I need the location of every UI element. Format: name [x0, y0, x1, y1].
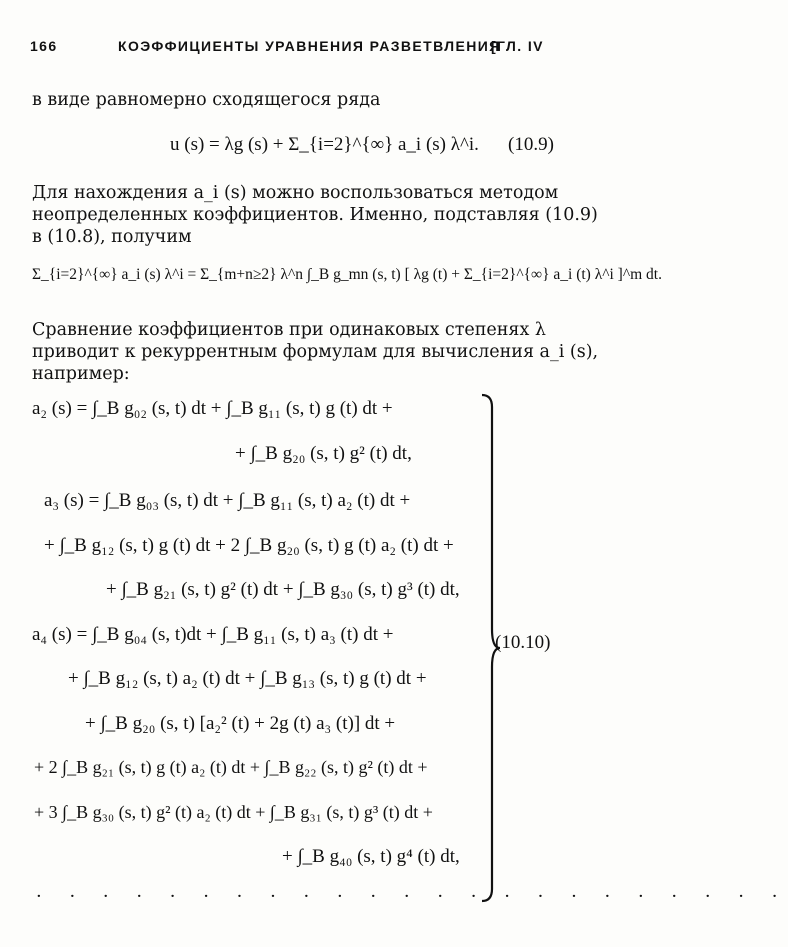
system-a3-line-2: + ∫_B g₁₂ (s, t) g (t) dt + 2 ∫_B g₂₀ (s, t) g (t) a₂ (t) dt + — [44, 535, 454, 556]
system-a4-line-4: + 2 ∫_B g₂₁ (s, t) g (t) a₂ (t) dt + ∫_B g₂₂ (s, t) g² (t) dt + — [34, 757, 428, 777]
system-a4-line-3: + ∫_B g₂₀ (s, t) [a₂² (t) + 2g (t) a₃ (t)] dt + — [85, 713, 396, 734]
system-a2-line-1: a₂ (s) = ∫_B g₀₂ (s, t) dt + ∫_B g₁₁ (s, t) g (t) dt + — [32, 398, 393, 419]
text-line-1: в виде равномерно сходящегося ряда — [32, 90, 381, 110]
paragraph-3-line-3: например: — [32, 364, 130, 384]
paragraph-3-line-1: Сравнение коэффициентов при одинаковых степенях λ — [32, 320, 546, 340]
system-a3-line-3: + ∫_B g₂₁ (s, t) g² (t) dt + ∫_B g₃₀ (s, t) g³ (t) dt, — [106, 579, 460, 600]
system-continuation-dots: · · · · · · · · · · · · · · · · · · · · · · · — [36, 886, 788, 907]
equation-10-9-label: (10.9) — [508, 134, 554, 155]
system-a3-line-1: a₃ (s) = ∫_B g₀₃ (s, t) dt + ∫_B g₁₁ (s, t) a₂ (t) dt + — [44, 490, 411, 511]
paragraph-2-line-1: Для нахождения a_i (s) можно воспользоваться методом — [32, 183, 559, 203]
equation-series: Σ_{i=2}^{∞} a_i (s) λ^i = Σ_{m+n≥2} λ^n ∫_B g_mn (s, t) [ λg (t) + Σ_{i=2}^{∞} a_i (t) λ^i ]^m dt. — [32, 266, 662, 283]
system-a4-line-6: + ∫_B g₄₀ (s, t) g⁴ (t) dt, — [282, 846, 460, 867]
paragraph-2-line-3: в (10.8), получим — [32, 227, 192, 247]
page-number: 166 — [30, 38, 58, 54]
system-a4-line-5: + 3 ∫_B g₃₀ (s, t) g² (t) a₂ (t) dt + ∫_B g₃₁ (s, t) g³ (t) dt + — [34, 802, 433, 822]
system-label-10-10: (10.10) — [495, 632, 551, 653]
chapter-label: [ГЛ. IV — [491, 38, 544, 54]
system-a2-line-2: + ∫_B g₂₀ (s, t) g² (t) dt, — [235, 443, 412, 464]
running-title: КОЭФФИЦИЕНТЫ УРАВНЕНИЯ РАЗВЕТВЛЕНИЯ — [118, 38, 501, 54]
paragraph-2-line-2: неопределенных коэффициентов. Именно, подставляя (10.9) — [32, 205, 598, 225]
paragraph-3-line-2: приводит к рекуррентным формулам для вычисления a_i (s), — [32, 342, 599, 362]
system-a4-line-1: a₄ (s) = ∫_B g₀₄ (s, t)dt + ∫_B g₁₁ (s, t) a₃ (t) dt + — [32, 624, 394, 645]
equation-10-9: u (s) = λg (s) + Σ_{i=2}^{∞} a_i (s) λ^i. — [170, 134, 479, 155]
system-a4-line-2: + ∫_B g₁₂ (s, t) a₂ (t) dt + ∫_B g₁₃ (s, t) g (t) dt + — [68, 668, 427, 689]
